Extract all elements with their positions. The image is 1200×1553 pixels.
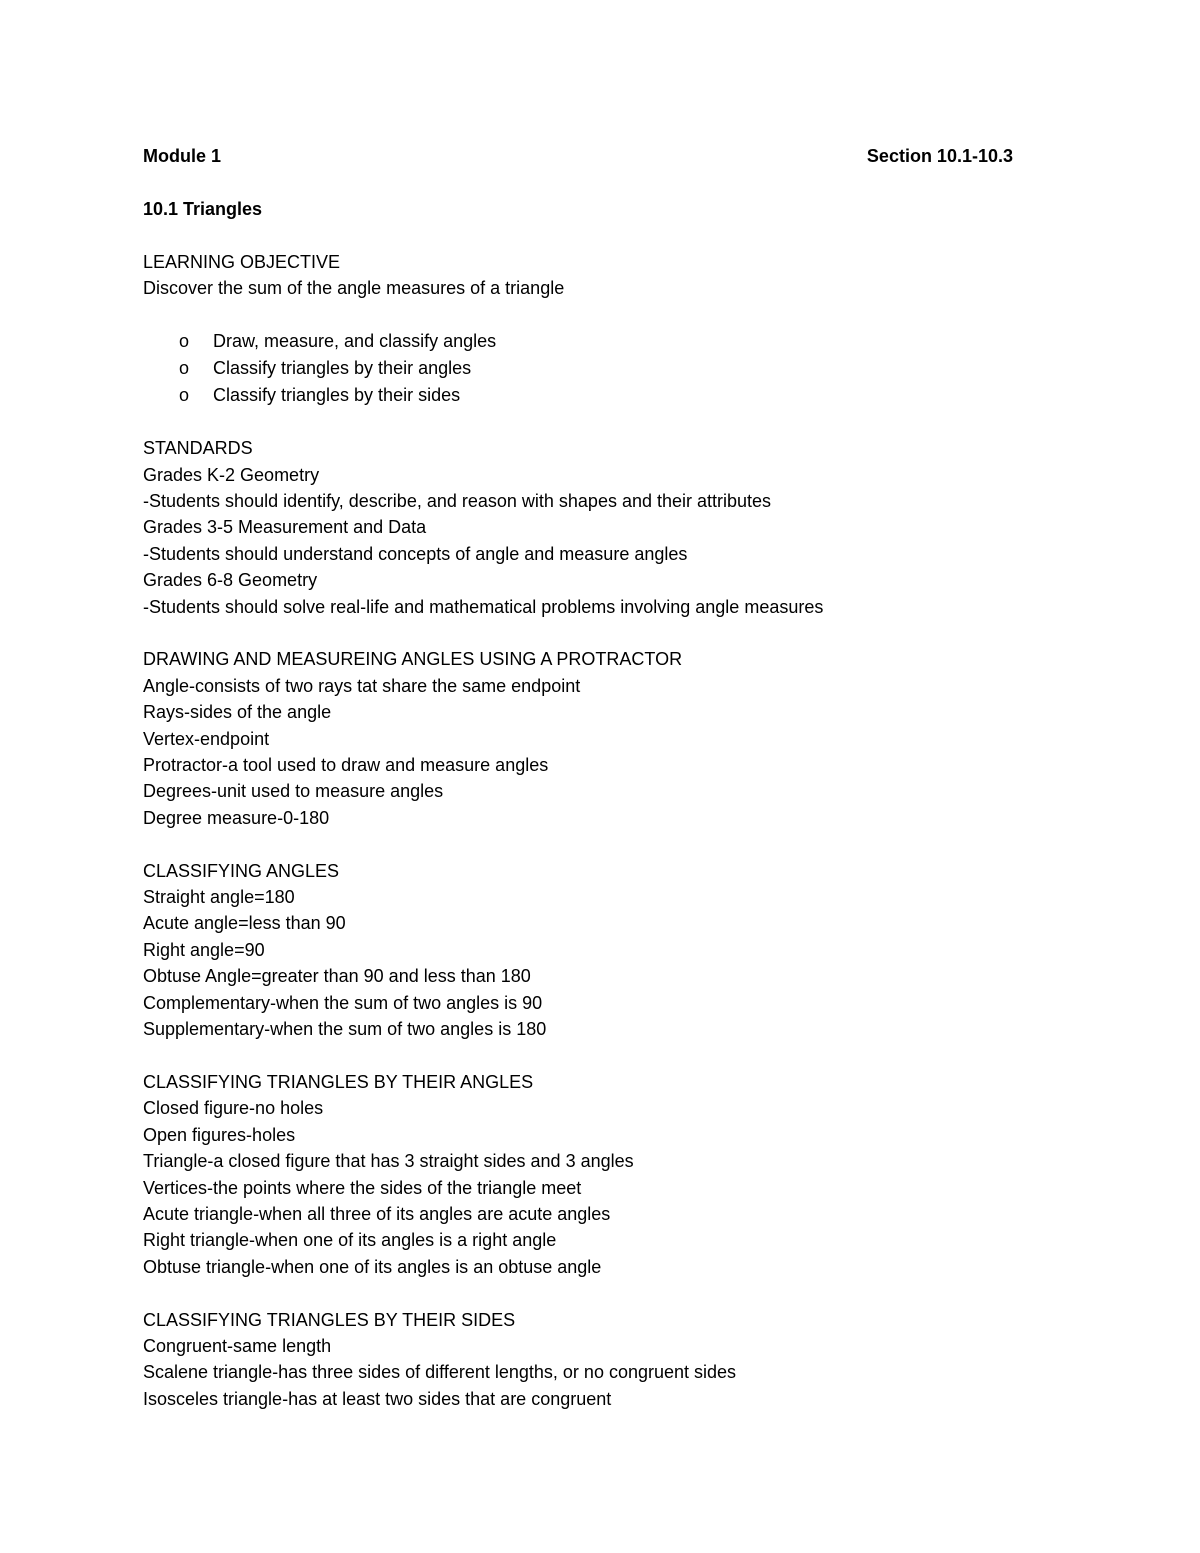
text-line: Obtuse triangle-when one of its angles is an obtuse angle	[143, 1256, 602, 1277]
bullet-icon: o	[179, 384, 190, 405]
bullet-text: Draw, measure, and classify angles	[213, 330, 497, 351]
bullet-text: Classify triangles by their sides	[213, 384, 461, 405]
text-line: Vertices-the points where the sides of the triangle meet	[143, 1177, 582, 1198]
text-line: Scalene triangle-has three sides of different lengths, or no congruent sides	[143, 1362, 737, 1383]
text-line: Right angle=90	[143, 939, 265, 960]
document-page	[143, 143, 1013, 1412]
section-heading: DRAWING AND MEASUREING ANGLES USING A PROTRACTOR	[143, 649, 683, 670]
text-line: Rays-sides of the angle	[143, 702, 332, 723]
text-line: Right triangle-when one of its angles is a right angle	[143, 1230, 557, 1251]
text-line: Grades 6-8 Geometry	[143, 570, 318, 591]
page-title: 10.1 Triangles	[143, 198, 263, 219]
classifying-angles-section	[143, 858, 1013, 1043]
bullet-icon: o	[179, 330, 190, 351]
standards-section	[143, 435, 1013, 620]
text-line: Congruent-same length	[143, 1335, 332, 1356]
objective-bullet-list	[143, 328, 1013, 409]
list-item	[143, 328, 1013, 355]
text-line: Supplementary-when the sum of two angles is 180	[143, 1019, 547, 1040]
section-heading: CLASSIFYING TRIANGLES BY THEIR ANGLES	[143, 1071, 534, 1092]
text-line: Complementary-when the sum of two angles is 90	[143, 992, 543, 1013]
bullet-icon: o	[179, 357, 190, 378]
text-line: Obtuse Angle=greater than 90 and less than 180	[143, 966, 531, 987]
text-line: Open figures-holes	[143, 1124, 296, 1145]
text-line: -Students should identify, describe, and reason with shapes and their attributes	[143, 490, 772, 511]
text-line: Acute triangle-when all three of its angles are acute angles	[143, 1203, 611, 1224]
text-line: Degree measure-0-180	[143, 807, 330, 828]
module-label: Module 1	[143, 146, 222, 166]
text-line: Vertex-endpoint	[143, 728, 270, 749]
protractor-section	[143, 646, 1013, 831]
triangles-by-angles-section	[143, 1069, 1013, 1280]
section-heading: CLASSIFYING ANGLES	[143, 860, 340, 881]
section-heading: STANDARDS	[143, 438, 253, 459]
text-line: Closed figure-no holes	[143, 1098, 324, 1119]
text-line: Isosceles triangle-has at least two sides that are congruent	[143, 1388, 612, 1409]
text-line: Grades K-2 Geometry	[143, 464, 320, 485]
section-heading: CLASSIFYING TRIANGLES BY THEIR SIDES	[143, 1309, 516, 1330]
page-header	[143, 143, 1013, 169]
list-item	[143, 355, 1013, 382]
text-line: Acute angle=less than 90	[143, 913, 346, 934]
text-line: Straight angle=180	[143, 887, 295, 908]
objective-text: Discover the sum of the angle measures of a triangle	[143, 277, 565, 298]
section-label: Section 10.1-10.3	[866, 146, 1013, 166]
text-line: -Students should solve real-life and mathematical problems involving angle measures	[143, 596, 824, 617]
text-line: Triangle-a closed figure that has 3 straight sides and 3 angles	[143, 1151, 634, 1172]
learning-objective-section	[143, 249, 1013, 302]
text-line: Protractor-a tool used to draw and measure angles	[143, 755, 549, 776]
section-heading: LEARNING OBJECTIVE	[143, 251, 341, 272]
text-line: Grades 3-5 Measurement and Data	[143, 517, 427, 538]
triangles-by-sides-section	[143, 1307, 1013, 1413]
text-line: -Students should understand concepts of angle and measure angles	[143, 543, 688, 564]
bullet-text: Classify triangles by their angles	[213, 357, 472, 378]
text-line: Degrees-unit used to measure angles	[143, 781, 444, 802]
text-line: Angle-consists of two rays tat share the same endpoint	[143, 675, 581, 696]
list-item	[143, 382, 1013, 409]
